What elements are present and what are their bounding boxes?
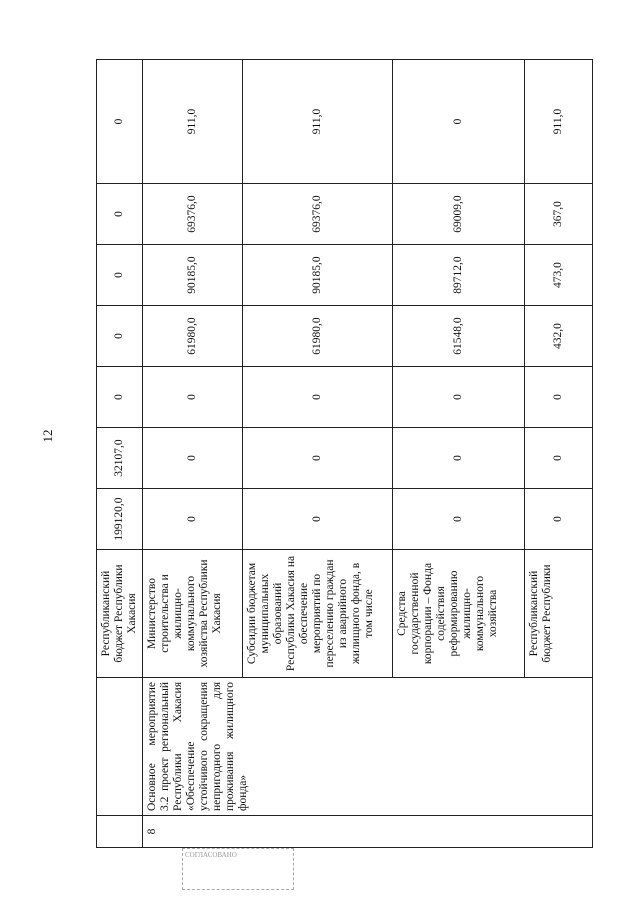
- value-cell: 0: [243, 489, 393, 550]
- funding-source-cell: Республиканский бюджет Республики: [525, 550, 593, 678]
- funding-source-cell: Министерство строительства и жилищно-коммунального хозяйства Республики Хакасия: [143, 550, 243, 678]
- funding-source-cell: Субсидии бюджетам муниципальных образований Республики Хакасия на обеспечение мероприятий по переселению граждан из аварийного жилищного фонда, в том числе: [243, 550, 393, 678]
- value-cell: 0: [243, 428, 393, 489]
- budget-table: [96, 59, 593, 848]
- value-cell: 89712,0: [393, 245, 525, 306]
- value-cell: 0: [243, 367, 393, 428]
- value-cell: 0: [143, 489, 243, 550]
- value-cell: 911,0: [143, 60, 243, 184]
- measure-cell: Основное мероприятие 3.2 проект региональный Республики Хакасия «Обеспечение устойчивого сокращения непригодного для проживания жилищного фонда»: [143, 678, 593, 816]
- value-cell: 473,0: [525, 245, 593, 306]
- value-cell: 61980,0: [243, 306, 393, 367]
- value-cell: 0: [393, 60, 525, 184]
- value-cell: 911,0: [525, 60, 593, 184]
- value-cell: 0: [143, 367, 243, 428]
- value-cell: 432,0: [525, 306, 593, 367]
- value-cell: 0: [525, 367, 593, 428]
- value-cell: 90185,0: [243, 245, 393, 306]
- row-number-cell: [97, 816, 143, 848]
- value-cell: 0: [393, 367, 525, 428]
- table-row: [97, 60, 143, 848]
- value-cell: 0: [143, 428, 243, 489]
- funding-source-cell: Средства государственной корпорации – Фонда содействия реформированию жилищно-коммунального хозяйства: [393, 550, 525, 678]
- value-cell: 0: [393, 428, 525, 489]
- value-cell: 69376,0: [243, 184, 393, 245]
- value-cell: 0: [97, 60, 143, 184]
- page-number: 12: [40, 429, 55, 443]
- value-cell: 0: [393, 489, 525, 550]
- value-cell: 199120,0: [97, 489, 143, 550]
- value-cell: 0: [97, 367, 143, 428]
- value-cell: 911,0: [243, 60, 393, 184]
- value-cell: 90185,0: [143, 245, 243, 306]
- value-cell: 0: [97, 306, 143, 367]
- value-cell: 32107,0: [97, 428, 143, 489]
- value-cell: 0: [97, 245, 143, 306]
- funding-source-cell: Республиканский бюджет Республики Хакасия: [97, 550, 143, 678]
- value-cell: 367,0: [525, 184, 593, 245]
- value-cell: 61548,0: [393, 306, 525, 367]
- value-cell: 69376,0: [143, 184, 243, 245]
- measure-cell: [97, 678, 143, 816]
- value-cell: 0: [525, 489, 593, 550]
- value-cell: 69009,0: [393, 184, 525, 245]
- value-cell: 0: [525, 428, 593, 489]
- row-number-cell: 8: [143, 816, 593, 848]
- value-cell: 61980,0: [143, 306, 243, 367]
- value-cell: 0: [97, 184, 143, 245]
- approval-stamp: СОГЛАСОВАНО: [182, 848, 294, 890]
- rotated-table-container: [96, 60, 586, 848]
- table-row: [143, 60, 243, 848]
